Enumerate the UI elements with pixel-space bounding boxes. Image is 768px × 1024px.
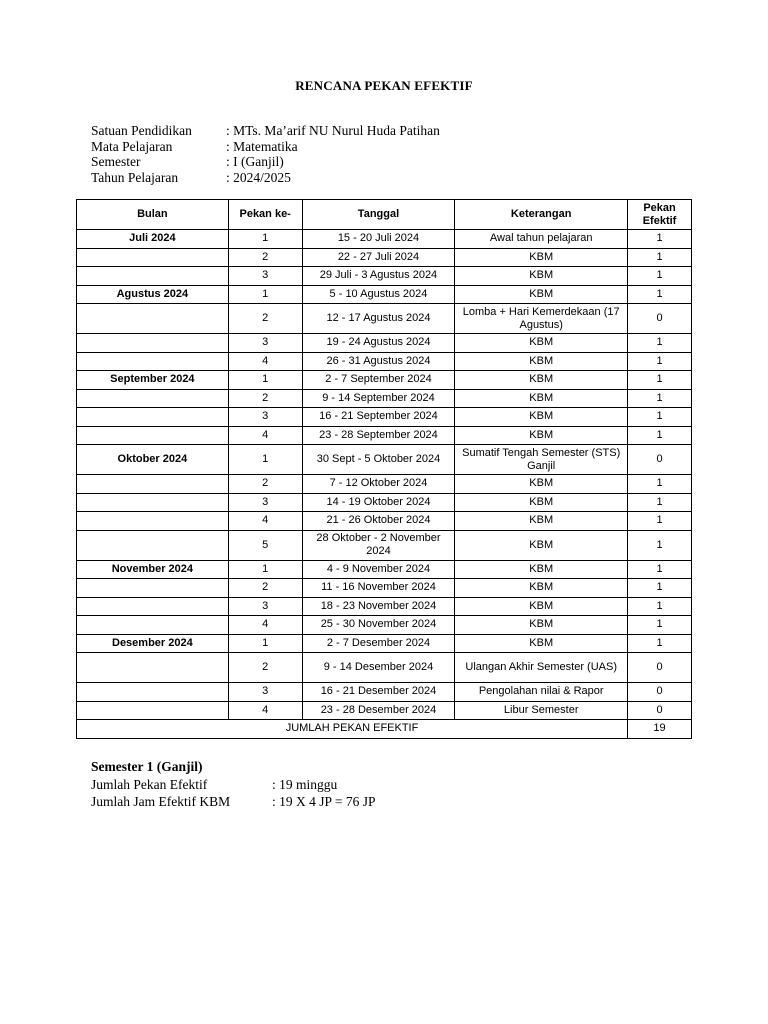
cell-tanggal: 2 - 7 Desember 2024 bbox=[302, 634, 455, 653]
info-value: : 2024/2025 bbox=[226, 169, 291, 185]
cell-pekan-efektif: 1 bbox=[628, 426, 692, 445]
table-row bbox=[77, 304, 692, 334]
info-row-semester bbox=[91, 154, 440, 170]
cell-tanggal: 18 - 23 November 2024 bbox=[302, 597, 455, 616]
semester-summary bbox=[91, 758, 376, 811]
cell-pekan-efektif: 1 bbox=[628, 352, 692, 371]
cell-tanggal: 22 - 27 Juli 2024 bbox=[302, 248, 455, 267]
summary-value: : 19 minggu bbox=[272, 776, 338, 792]
cell-pekan-efektif: 1 bbox=[628, 579, 692, 598]
table-row bbox=[77, 530, 692, 560]
cell-pekan-ke: 4 bbox=[228, 512, 302, 531]
cell-pekan-efektif: 1 bbox=[628, 560, 692, 579]
cell-tanggal: 15 - 20 Juli 2024 bbox=[302, 230, 455, 249]
cell-keterangan: KBM bbox=[455, 493, 628, 512]
cell-pekan-efektif: 1 bbox=[628, 267, 692, 286]
cell-pekan-ke: 3 bbox=[228, 267, 302, 286]
cell-pekan-ke: 1 bbox=[228, 560, 302, 579]
cell-tanggal: 16 - 21 September 2024 bbox=[302, 408, 455, 427]
table-row bbox=[77, 230, 692, 249]
cell-keterangan: KBM bbox=[455, 267, 628, 286]
cell-keterangan: KBM bbox=[455, 285, 628, 304]
cell-keterangan: Pengolahan nilai & Rapor bbox=[455, 683, 628, 702]
document-info bbox=[91, 123, 440, 185]
cell-bulan bbox=[77, 653, 229, 683]
cell-pekan-ke: 4 bbox=[228, 352, 302, 371]
cell-pekan-ke: 2 bbox=[228, 653, 302, 683]
cell-bulan: Juli 2024 bbox=[77, 230, 229, 249]
cell-tanggal: 23 - 28 September 2024 bbox=[302, 426, 455, 445]
cell-bulan bbox=[77, 267, 229, 286]
cell-pekan-efektif: 1 bbox=[628, 616, 692, 635]
total-row bbox=[77, 720, 692, 739]
info-value: : Matematika bbox=[226, 138, 298, 154]
cell-pekan-efektif: 1 bbox=[628, 371, 692, 390]
table-row bbox=[77, 701, 692, 720]
cell-pekan-ke: 1 bbox=[228, 230, 302, 249]
summary-heading: Semester 1 (Ganjil) bbox=[91, 759, 203, 774]
cell-bulan bbox=[77, 334, 229, 353]
cell-pekan-efektif: 1 bbox=[628, 408, 692, 427]
cell-keterangan: KBM bbox=[455, 579, 628, 598]
cell-pekan-efektif: 0 bbox=[628, 701, 692, 720]
table-row bbox=[77, 267, 692, 286]
cell-bulan bbox=[77, 597, 229, 616]
cell-pekan-efektif: 1 bbox=[628, 512, 692, 531]
cell-bulan: Oktober 2024 bbox=[77, 445, 229, 475]
cell-pekan-efektif: 1 bbox=[628, 634, 692, 653]
cell-keterangan: KBM bbox=[455, 616, 628, 635]
cell-pekan-ke: 3 bbox=[228, 597, 302, 616]
cell-keterangan: Ulangan Akhir Semester (UAS) bbox=[455, 653, 628, 683]
info-label: Tahun Pelajaran bbox=[91, 169, 179, 185]
cell-pekan-ke: 2 bbox=[228, 475, 302, 494]
summary-label: Jumlah Jam Efektif KBM bbox=[91, 794, 231, 809]
cell-keterangan: Lomba + Hari Kemerdekaan (17 Agustus) bbox=[455, 304, 628, 334]
summary-row-jam bbox=[91, 793, 376, 811]
cell-bulan: September 2024 bbox=[77, 371, 229, 390]
cell-pekan-ke: 2 bbox=[228, 389, 302, 408]
cell-pekan-efektif: 1 bbox=[628, 334, 692, 353]
table-row bbox=[77, 560, 692, 579]
pekan-efektif-table bbox=[76, 199, 692, 739]
cell-bulan bbox=[77, 389, 229, 408]
cell-pekan-ke: 3 bbox=[228, 334, 302, 353]
cell-keterangan: KBM bbox=[455, 560, 628, 579]
cell-pekan-ke: 5 bbox=[228, 530, 302, 560]
cell-keterangan: KBM bbox=[455, 426, 628, 445]
table-header-row bbox=[77, 200, 692, 230]
table-row bbox=[77, 493, 692, 512]
table-row bbox=[77, 616, 692, 635]
cell-bulan bbox=[77, 352, 229, 371]
cell-keterangan: KBM bbox=[455, 475, 628, 494]
cell-pekan-efektif: 1 bbox=[628, 597, 692, 616]
cell-pekan-ke: 3 bbox=[228, 683, 302, 702]
cell-keterangan: KBM bbox=[455, 352, 628, 371]
cell-pekan-ke: 1 bbox=[228, 445, 302, 475]
cell-pekan-efektif: 0 bbox=[628, 445, 692, 475]
cell-tanggal: 21 - 26 Oktober 2024 bbox=[302, 512, 455, 531]
header-tanggal: Tanggal bbox=[302, 200, 455, 230]
cell-keterangan: KBM bbox=[455, 530, 628, 560]
page-title: RENCANA PEKAN EFEKTIF bbox=[295, 78, 473, 93]
cell-bulan bbox=[77, 304, 229, 334]
header-pekan-efektif: Pekan Efektif bbox=[628, 200, 692, 230]
cell-tanggal: 9 - 14 September 2024 bbox=[302, 389, 455, 408]
table-row bbox=[77, 634, 692, 653]
cell-pekan-ke: 4 bbox=[228, 426, 302, 445]
cell-pekan-ke: 1 bbox=[228, 634, 302, 653]
cell-keterangan: KBM bbox=[455, 248, 628, 267]
cell-tanggal: 7 - 12 Oktober 2024 bbox=[302, 475, 455, 494]
cell-bulan: Desember 2024 bbox=[77, 634, 229, 653]
header-pekan-ke: Pekan ke- bbox=[228, 200, 302, 230]
cell-pekan-efektif: 1 bbox=[628, 493, 692, 512]
cell-bulan bbox=[77, 530, 229, 560]
cell-tanggal: 14 - 19 Oktober 2024 bbox=[302, 493, 455, 512]
cell-tanggal: 12 - 17 Agustus 2024 bbox=[302, 304, 455, 334]
cell-pekan-ke: 3 bbox=[228, 493, 302, 512]
table-body bbox=[77, 230, 692, 720]
cell-pekan-ke: 2 bbox=[228, 579, 302, 598]
cell-pekan-ke: 2 bbox=[228, 304, 302, 334]
table-row bbox=[77, 334, 692, 353]
cell-pekan-ke: 2 bbox=[228, 248, 302, 267]
header-keterangan: Keterangan bbox=[455, 200, 628, 230]
cell-keterangan: KBM bbox=[455, 512, 628, 531]
table-row bbox=[77, 683, 692, 702]
summary-label: Jumlah Pekan Efektif bbox=[91, 776, 208, 792]
cell-tanggal: 19 - 24 Agustus 2024 bbox=[302, 334, 455, 353]
cell-pekan-efektif: 1 bbox=[628, 475, 692, 494]
cell-pekan-efektif: 0 bbox=[628, 304, 692, 334]
cell-tanggal: 16 - 21 Desember 2024 bbox=[302, 683, 455, 702]
cell-pekan-efektif: 1 bbox=[628, 248, 692, 267]
table-row bbox=[77, 579, 692, 598]
cell-bulan bbox=[77, 475, 229, 494]
cell-tanggal: 30 Sept - 5 Oktober 2024 bbox=[302, 445, 455, 475]
cell-pekan-ke: 3 bbox=[228, 408, 302, 427]
cell-pekan-ke: 4 bbox=[228, 701, 302, 720]
cell-pekan-efektif: 0 bbox=[628, 653, 692, 683]
info-label: Satuan Pendidikan bbox=[91, 123, 192, 138]
total-label: JUMLAH PEKAN EFEKTIF bbox=[77, 720, 628, 739]
cell-keterangan: Sumatif Tengah Semester (STS) Ganjil bbox=[455, 445, 628, 475]
table-row bbox=[77, 445, 692, 475]
total-value: 19 bbox=[628, 720, 692, 739]
cell-bulan bbox=[77, 248, 229, 267]
info-label: Mata Pelajaran bbox=[91, 138, 173, 154]
cell-tanggal: 11 - 16 November 2024 bbox=[302, 579, 455, 598]
table-row bbox=[77, 426, 692, 445]
cell-pekan-efektif: 1 bbox=[628, 530, 692, 560]
cell-keterangan: KBM bbox=[455, 371, 628, 390]
cell-tanggal: 25 - 30 November 2024 bbox=[302, 616, 455, 635]
cell-tanggal: 29 Juli - 3 Agustus 2024 bbox=[302, 267, 455, 286]
cell-tanggal: 23 - 28 Desember 2024 bbox=[302, 701, 455, 720]
info-row-mata-pelajaran bbox=[91, 139, 440, 155]
info-value: : I (Ganjil) bbox=[226, 154, 284, 169]
cell-keterangan: KBM bbox=[455, 334, 628, 353]
cell-tanggal: 28 Oktober - 2 November 2024 bbox=[302, 530, 455, 560]
table-row bbox=[77, 248, 692, 267]
summary-value: : 19 X 4 JP = 76 JP bbox=[272, 794, 376, 809]
cell-pekan-ke: 4 bbox=[228, 616, 302, 635]
info-row-satuan-pendidikan bbox=[91, 123, 440, 139]
cell-tanggal: 9 - 14 Desember 2024 bbox=[302, 653, 455, 683]
cell-pekan-ke: 1 bbox=[228, 371, 302, 390]
cell-tanggal: 2 - 7 September 2024 bbox=[302, 371, 455, 390]
cell-tanggal: 4 - 9 November 2024 bbox=[302, 560, 455, 579]
info-value: : MTs. Ma’arif NU Nurul Huda Patihan bbox=[226, 123, 440, 138]
table-row bbox=[77, 408, 692, 427]
cell-keterangan: KBM bbox=[455, 408, 628, 427]
cell-tanggal: 5 - 10 Agustus 2024 bbox=[302, 285, 455, 304]
cell-bulan bbox=[77, 701, 229, 720]
cell-pekan-efektif: 1 bbox=[628, 389, 692, 408]
cell-bulan bbox=[77, 579, 229, 598]
table-row bbox=[77, 389, 692, 408]
info-label: Semester bbox=[91, 154, 141, 169]
table-row bbox=[77, 475, 692, 494]
cell-pekan-efektif: 1 bbox=[628, 230, 692, 249]
cell-keterangan: KBM bbox=[455, 389, 628, 408]
cell-keterangan: Libur Semester bbox=[455, 701, 628, 720]
cell-bulan bbox=[77, 426, 229, 445]
cell-bulan bbox=[77, 616, 229, 635]
table-row bbox=[77, 371, 692, 390]
table-row bbox=[77, 512, 692, 531]
cell-pekan-efektif: 0 bbox=[628, 683, 692, 702]
cell-bulan: Agustus 2024 bbox=[77, 285, 229, 304]
table-row bbox=[77, 653, 692, 683]
cell-pekan-ke: 1 bbox=[228, 285, 302, 304]
summary-row-pekan bbox=[91, 776, 376, 794]
cell-tanggal: 26 - 31 Agustus 2024 bbox=[302, 352, 455, 371]
cell-keterangan: KBM bbox=[455, 597, 628, 616]
cell-bulan: November 2024 bbox=[77, 560, 229, 579]
table-row bbox=[77, 597, 692, 616]
cell-bulan bbox=[77, 408, 229, 427]
cell-bulan bbox=[77, 493, 229, 512]
cell-keterangan: Awal tahun pelajaran bbox=[455, 230, 628, 249]
table-row bbox=[77, 285, 692, 304]
table-row bbox=[77, 352, 692, 371]
cell-bulan bbox=[77, 683, 229, 702]
cell-bulan bbox=[77, 512, 229, 531]
header-bulan: Bulan bbox=[77, 200, 229, 230]
info-row-tahun-pelajaran bbox=[91, 170, 440, 186]
cell-pekan-efektif: 1 bbox=[628, 285, 692, 304]
cell-keterangan: KBM bbox=[455, 634, 628, 653]
